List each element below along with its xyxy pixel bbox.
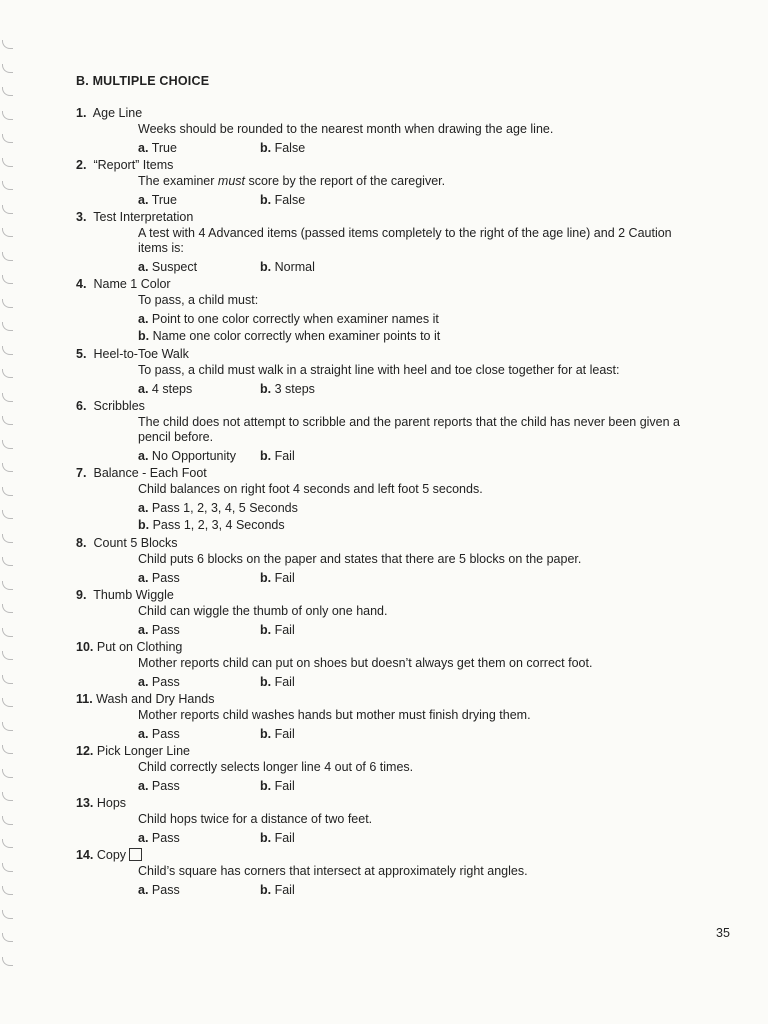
answer-options	[138, 622, 696, 638]
question-text-emphasis: must	[217, 174, 245, 188]
option-letter: a.	[138, 382, 149, 396]
question-heading	[76, 794, 696, 812]
binding-ring	[2, 487, 13, 496]
option-text: Pass 1, 2, 3, 4 Seconds	[152, 518, 285, 532]
question-body	[138, 122, 696, 156]
binding-ring	[2, 228, 13, 237]
question-title: Balance - Each Foot	[93, 466, 207, 480]
option-text: Fail	[274, 727, 295, 741]
question-title: Put on Clothing	[96, 640, 183, 654]
question-body	[138, 415, 696, 464]
question-item	[76, 156, 696, 208]
question-item	[76, 638, 696, 690]
answer-options	[138, 448, 696, 464]
question-title: Age Line	[92, 106, 143, 120]
binding-ring	[2, 158, 13, 167]
option-letter: a.	[138, 675, 149, 689]
binding-ring	[2, 111, 13, 120]
question-text: To pass, a child must walk in a straight line with heel and toe close together for at least:	[138, 363, 620, 377]
binding-ring	[2, 440, 13, 449]
question-title: Hops	[96, 796, 127, 810]
question-body	[138, 293, 696, 345]
binding-ring	[2, 463, 13, 472]
question-text-part: score by the report of the caregiver.	[245, 174, 446, 188]
binding-ring	[2, 322, 13, 331]
binding-ring	[2, 651, 13, 660]
option-letter: b.	[260, 883, 272, 897]
question-heading	[76, 275, 696, 293]
answer-options	[138, 726, 696, 742]
option-letter: a.	[138, 571, 149, 585]
option-text: False	[274, 141, 306, 155]
question-title: “Report” Items	[93, 158, 174, 172]
option-letter: b.	[260, 260, 272, 274]
question-text: Weeks should be rounded to the nearest month when drawing the age line.	[138, 122, 554, 136]
question-item	[76, 275, 696, 345]
question-title: Copy	[96, 848, 127, 862]
answer-options	[138, 259, 696, 275]
question-text: Child correctly selects longer line 4 out of 6 times.	[138, 760, 414, 774]
question-text: Child balances on right foot 4 seconds and left foot 5 seconds.	[138, 482, 483, 496]
option-letter: b.	[260, 449, 272, 463]
question-text: Mother reports child washes hands but mother must finish drying them.	[138, 708, 531, 722]
question-body	[138, 812, 696, 846]
binding-ring	[2, 886, 13, 895]
answer-option[interactable]	[138, 517, 696, 534]
binding-ring	[2, 181, 13, 190]
option-letter: a.	[138, 501, 149, 515]
question-number: 7.	[76, 466, 87, 480]
option-letter: b.	[260, 571, 272, 585]
question-body	[138, 760, 696, 794]
question-number: 12.	[76, 744, 94, 758]
option-text: No Opportunity	[151, 449, 236, 463]
binding-ring	[2, 64, 13, 73]
worksheet-content	[76, 74, 696, 898]
option-text: True	[151, 193, 177, 207]
answer-option[interactable]	[260, 830, 382, 846]
question-body	[138, 552, 696, 586]
question-item	[76, 208, 696, 275]
binding-ring	[2, 557, 13, 566]
option-letter: a.	[138, 831, 149, 845]
question-heading	[76, 464, 696, 482]
option-letter: b.	[260, 727, 272, 741]
question-title: Thumb Wiggle	[93, 588, 174, 602]
question-title: Name 1 Color	[93, 277, 171, 291]
option-letter: b.	[260, 141, 272, 155]
answer-options	[138, 140, 696, 156]
question-text: A test with 4 Advanced items (passed items completely to the right of the age line) and 2 Caution items is:	[138, 226, 672, 255]
answer-option[interactable]	[138, 192, 260, 208]
question-body	[138, 363, 696, 397]
question-text: Child hops twice for a distance of two feet.	[138, 812, 373, 826]
binding-ring	[2, 722, 13, 731]
question-heading	[76, 690, 696, 708]
option-text: Pass	[151, 571, 180, 585]
answer-option[interactable]	[260, 192, 382, 208]
question-body	[138, 864, 696, 898]
question-heading	[76, 156, 696, 174]
answer-option[interactable]	[138, 674, 260, 690]
question-item	[76, 464, 696, 534]
question-item	[76, 397, 696, 464]
option-text: Point to one color correctly when examiner names it	[151, 312, 439, 326]
option-letter: b.	[260, 675, 272, 689]
binding-ring	[2, 792, 13, 801]
answer-option[interactable]	[260, 448, 382, 464]
question-item	[76, 345, 696, 397]
question-heading	[76, 846, 696, 864]
option-letter: a.	[138, 883, 149, 897]
question-body	[138, 482, 696, 534]
question-number: 6.	[76, 399, 87, 413]
binding-ring	[2, 393, 13, 402]
binding-ring	[2, 628, 13, 637]
question-number: 1.	[76, 106, 87, 120]
question-item	[76, 104, 696, 156]
question-body	[138, 174, 696, 208]
answer-option[interactable]	[260, 622, 382, 638]
answer-option[interactable]	[138, 570, 260, 586]
answer-options	[138, 674, 696, 690]
binding-ring	[2, 933, 13, 942]
spiral-binding	[0, 40, 22, 980]
question-item	[76, 742, 696, 794]
answer-option[interactable]	[260, 570, 382, 586]
answer-options	[138, 570, 696, 586]
option-letter: b.	[260, 831, 272, 845]
binding-ring	[2, 510, 13, 519]
question-title: Pick Longer Line	[96, 744, 190, 758]
option-letter: b.	[138, 518, 150, 532]
option-text: True	[151, 141, 177, 155]
question-number: 3.	[76, 210, 87, 224]
option-text: Fail	[274, 571, 295, 585]
answer-option[interactable]	[260, 140, 382, 156]
answer-option[interactable]	[138, 448, 260, 464]
option-letter: a.	[138, 260, 149, 274]
binding-ring	[2, 863, 13, 872]
binding-ring	[2, 134, 13, 143]
answer-option[interactable]	[260, 726, 382, 742]
option-letter: a.	[138, 623, 149, 637]
option-letter: a.	[138, 779, 149, 793]
option-text: Pass	[151, 883, 180, 897]
answer-option[interactable]	[260, 381, 382, 397]
answer-options	[138, 830, 696, 846]
option-text: Fail	[274, 675, 295, 689]
answer-options	[138, 192, 696, 208]
question-text: To pass, a child must:	[138, 293, 259, 307]
option-letter: a.	[138, 141, 149, 155]
binding-ring	[2, 839, 13, 848]
binding-ring	[2, 346, 13, 355]
answer-option[interactable]	[138, 259, 260, 275]
question-body	[138, 604, 696, 638]
binding-ring	[2, 252, 13, 261]
option-text: Pass 1, 2, 3, 4, 5 Seconds	[151, 501, 298, 515]
option-text: Normal	[274, 260, 315, 274]
binding-ring	[2, 910, 13, 919]
answer-options	[138, 381, 696, 397]
binding-ring	[2, 816, 13, 825]
question-text: Mother reports child can put on shoes but doesn’t always get them on correct foot.	[138, 656, 593, 670]
answer-options	[138, 500, 696, 534]
binding-ring	[2, 299, 13, 308]
option-text: Pass	[151, 779, 180, 793]
answer-option[interactable]	[138, 140, 260, 156]
question-number: 4.	[76, 277, 87, 291]
binding-ring	[2, 698, 13, 707]
option-letter: a.	[138, 193, 149, 207]
question-number: 9.	[76, 588, 87, 602]
binding-ring	[2, 275, 13, 284]
answer-option[interactable]	[138, 381, 260, 397]
question-title: Count 5 Blocks	[93, 536, 178, 550]
question-item	[76, 846, 696, 898]
binding-ring	[2, 534, 13, 543]
question-text: Child can wiggle the thumb of only one hand.	[138, 604, 388, 618]
option-letter: b.	[260, 382, 272, 396]
option-text: 3 steps	[274, 382, 315, 396]
question-number: 14.	[76, 848, 94, 862]
option-text: Fail	[274, 831, 295, 845]
question-heading	[76, 586, 696, 604]
answer-option[interactable]	[138, 500, 696, 517]
question-item	[76, 794, 696, 846]
answer-option[interactable]	[138, 622, 260, 638]
option-letter: a.	[138, 312, 149, 326]
answer-option[interactable]	[138, 726, 260, 742]
option-letter: b.	[138, 329, 150, 343]
question-heading	[76, 397, 696, 415]
option-text: False	[274, 193, 306, 207]
binding-ring	[2, 40, 13, 49]
question-number: 2.	[76, 158, 87, 172]
answer-option[interactable]	[138, 830, 260, 846]
question-heading	[76, 208, 696, 226]
question-heading	[76, 534, 696, 552]
answer-option[interactable]	[138, 882, 260, 898]
answer-options	[138, 311, 696, 345]
answer-option[interactable]	[260, 778, 382, 794]
option-letter: b.	[260, 193, 272, 207]
question-text	[138, 174, 696, 189]
question-number: 5.	[76, 347, 87, 361]
question-item	[76, 586, 696, 638]
question-title: Test Interpretation	[93, 210, 194, 224]
question-text: Child’s square has corners that intersect at approximately right angles.	[138, 864, 528, 878]
question-heading	[76, 638, 696, 656]
option-text: Fail	[274, 883, 295, 897]
answer-option[interactable]	[138, 778, 260, 794]
option-text: Pass	[151, 675, 180, 689]
option-letter: b.	[260, 623, 272, 637]
question-text: Child puts 6 blocks on the paper and states that there are 5 blocks on the paper.	[138, 552, 582, 566]
question-number: 11.	[76, 692, 93, 706]
question-list	[76, 104, 696, 898]
question-title: Wash and Dry Hands	[96, 692, 215, 706]
question-body	[138, 708, 696, 742]
answer-options	[138, 778, 696, 794]
question-item	[76, 534, 696, 586]
option-text: Suspect	[151, 260, 198, 274]
answer-option[interactable]	[138, 311, 696, 328]
question-body	[138, 656, 696, 690]
binding-ring	[2, 581, 13, 590]
question-number: 13.	[76, 796, 94, 810]
binding-ring	[2, 87, 13, 96]
binding-ring	[2, 205, 13, 214]
question-body	[138, 226, 696, 275]
answer-option[interactable]	[260, 259, 382, 275]
answer-option[interactable]	[260, 674, 382, 690]
question-number: 8.	[76, 536, 87, 550]
binding-ring	[2, 957, 13, 966]
question-item	[76, 690, 696, 742]
option-text: Pass	[151, 623, 180, 637]
binding-ring	[2, 604, 13, 613]
option-text: Fail	[274, 623, 295, 637]
section-title: B. MULTIPLE CHOICE	[76, 74, 210, 88]
option-text: Pass	[151, 727, 180, 741]
page-number: 35	[716, 926, 730, 940]
binding-ring	[2, 769, 13, 778]
option-letter: b.	[260, 779, 272, 793]
option-letter: a.	[138, 449, 149, 463]
option-text: Fail	[274, 779, 295, 793]
question-text: The child does not attempt to scribble and the parent reports that the child has never been given a pencil before.	[138, 415, 681, 444]
question-title: Heel-to-Toe Walk	[93, 347, 189, 361]
question-heading	[76, 104, 696, 122]
binding-ring	[2, 675, 13, 684]
option-text: Pass	[151, 831, 180, 845]
question-text-part: The examiner	[138, 174, 218, 188]
answer-option[interactable]	[138, 328, 696, 345]
binding-ring	[2, 369, 13, 378]
binding-ring	[2, 416, 13, 425]
question-heading	[76, 345, 696, 363]
binding-ring	[2, 745, 13, 754]
question-number: 10.	[76, 640, 94, 654]
option-text: Fail	[274, 449, 295, 463]
question-heading	[76, 742, 696, 760]
option-text: Name one color correctly when examiner points to it	[152, 329, 441, 343]
question-title: Scribbles	[93, 399, 145, 413]
option-letter: a.	[138, 727, 149, 741]
answer-options	[138, 882, 696, 898]
answer-option[interactable]	[260, 882, 382, 898]
option-text: 4 steps	[151, 382, 193, 396]
square-icon	[129, 848, 142, 861]
